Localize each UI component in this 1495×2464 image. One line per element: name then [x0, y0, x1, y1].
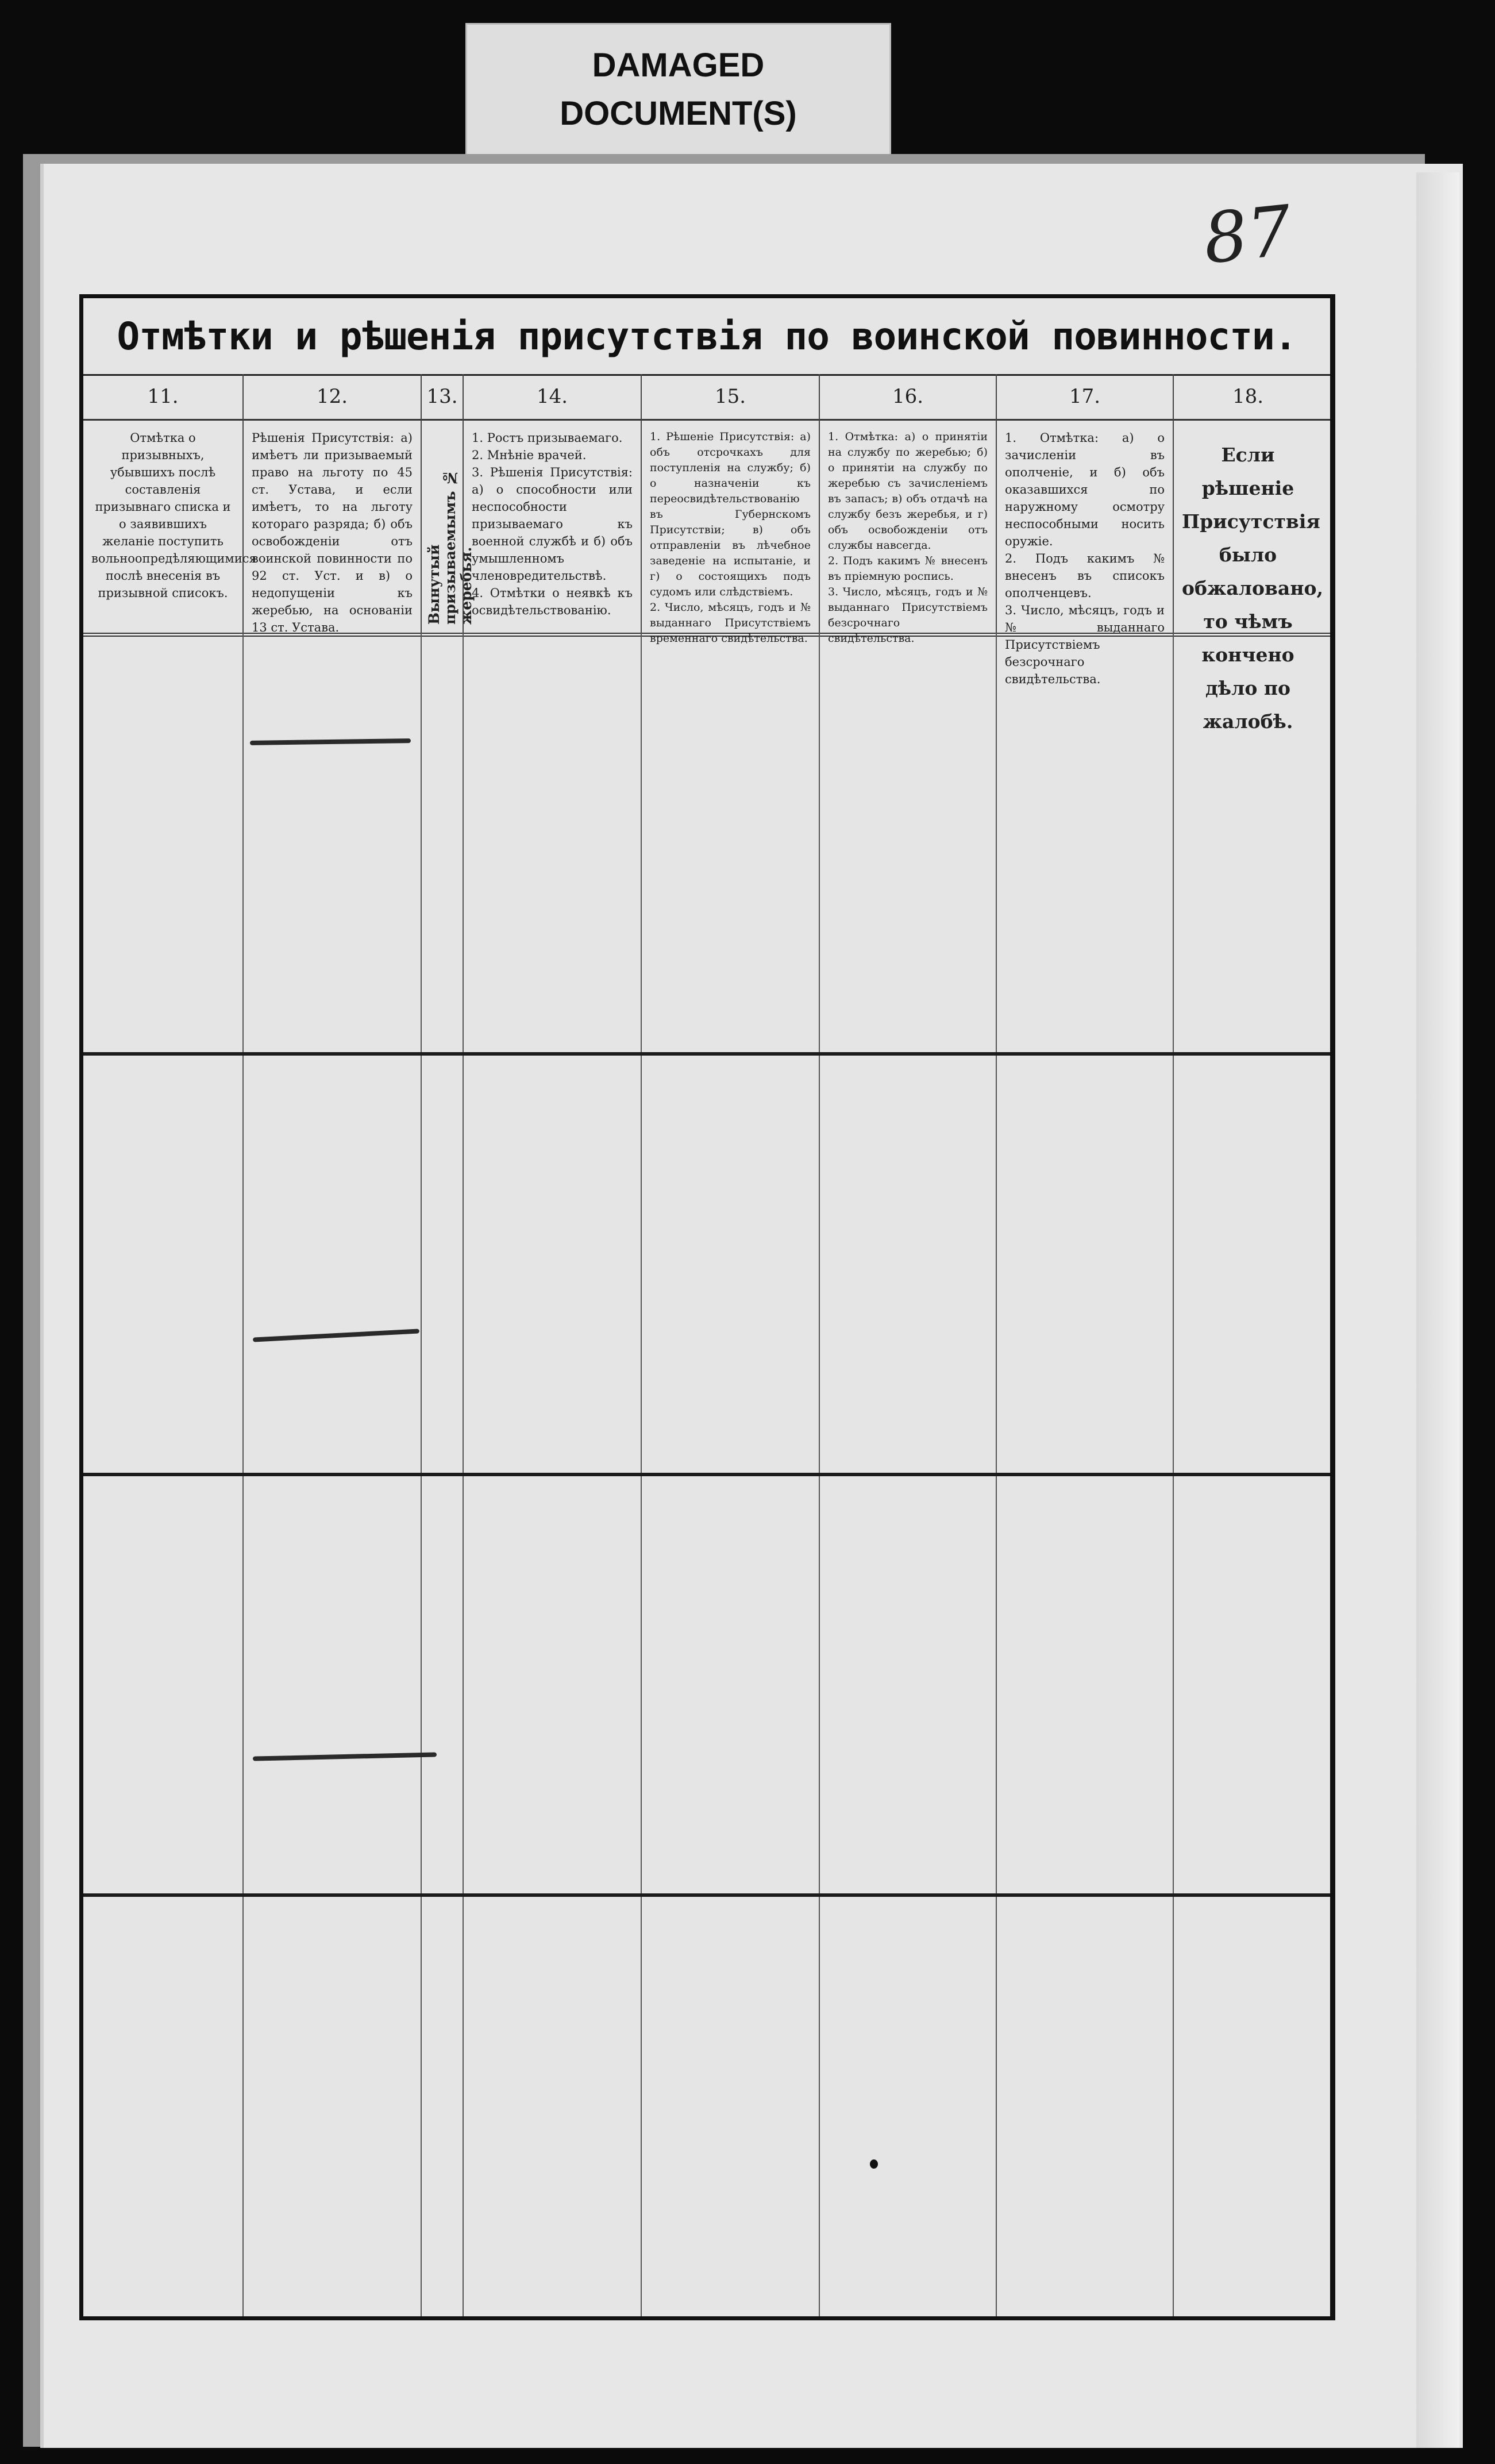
pen-dash-mark — [253, 1329, 419, 1342]
col-number: 13. — [426, 385, 458, 408]
col-num-13 — [421, 374, 463, 419]
header-text: 1. Отмѣтка: а) о принятіи на службу по жеребью; б) о принятіи на службу по жеребью съ зачисленіемъ въ запасъ; в) объ отдачѣ на службу безъ жеребья, и г) объ освобожденіи отъ службы навсегда. 2. Подъ какимъ № внесенъ въ пріемную роспись. 3. Число, мѣсяцъ, годъ и № выданнаго Присутствіемъ безсрочнаго свидѣтельства. — [828, 430, 988, 645]
banner-line-1: DAMAGED — [592, 46, 765, 84]
column-header-row — [83, 419, 1330, 733]
row-separator — [83, 1473, 1330, 1476]
pen-dash-mark — [250, 738, 411, 745]
col-number: 16. — [892, 385, 924, 408]
header-text: Вынутый призываемымъ № жеребья. — [426, 469, 475, 625]
col-number: 15. — [714, 385, 746, 408]
header-text: Если рѣшеніе Присутствія было обжаловано, то чѣмъ кончено дѣло по жалобѣ. — [1182, 444, 1323, 733]
col-number: 18. — [1232, 385, 1264, 408]
header-text: Рѣшенія Присутствія: а) имѣетъ ли призываемый право на льготу по 45 ст. Устава, и если имѣетъ, то на льготу котораго разряда; б) объ освобожденіи отъ воинской повинности по 92 ст. Уст. и в) о недопущеніи къ жеребью, на основаніи 13 ст. Устава. — [252, 431, 413, 634]
table-title: Отмѣтки и рѣшенія присутствія по воинской повинности. — [83, 298, 1330, 376]
row-separator — [83, 1052, 1330, 1056]
col-num-15 — [641, 374, 819, 419]
ink-dot — [870, 2159, 878, 2169]
col-number: 17. — [1069, 385, 1101, 408]
col-num-12 — [242, 374, 421, 419]
col-num-14 — [463, 374, 641, 419]
col-num-11 — [83, 374, 242, 419]
damaged-document-banner — [465, 23, 891, 156]
header-col-14 — [463, 419, 641, 633]
col-num-16 — [819, 374, 996, 419]
pen-dash-mark — [253, 1752, 437, 1761]
header-col-16 — [819, 419, 996, 645]
header-col-15 — [641, 419, 819, 645]
header-col-13 — [421, 419, 475, 633]
header-text: 1. Ростъ призываемаго. 2. Мнѣніе врачей. 3. Рѣшенія Присутствія: а) о способности или неспособности призываемаго къ военной службѣ и б) объ умышленномъ членовредительствѣ. 4. Отмѣтки о неявкѣ къ освидѣтельствованію. — [472, 431, 633, 617]
header-text: 1. Рѣшеніе Присутствія: а) объ отсрочкахъ для поступленія на службу; б) о назначеніи къ переосвидѣтельствованію въ Губернскомъ Присутствіи; в) объ отправленіи въ лѣчебное заведеніе на испытаніе, и г) о состоящихъ подъ судомъ или слѣдствіемъ. 2. Число, мѣсяцъ, годъ и № выданнаго Присутствіемъ временнаго свидѣтельства. — [650, 430, 811, 645]
handwritten-page-number: 87 — [1200, 191, 1296, 280]
ledger-table — [79, 294, 1335, 2320]
col-number: 14. — [536, 385, 568, 408]
header-col-18 — [1173, 419, 1323, 733]
header-text: 1. Отмѣтка: а) о зачисленіи въ ополченіе, и б) объ оказавшихся по наружному осмотру неспособными носить оружіе. 2. Подъ какимъ № внесенъ въ списокъ ополченцевъ. 3. Число, мѣсяцъ, годъ и № выданнаго Присутствіемъ безсрочнаго свидѣтельства. — [1005, 431, 1165, 686]
row-separator — [83, 1893, 1330, 1897]
col-num-18 — [1173, 374, 1322, 419]
table-body — [83, 633, 1330, 2316]
header-col-11 — [83, 419, 257, 633]
col-number: 12. — [316, 385, 348, 408]
header-text: Отмѣтка о призывныхъ, убывшихъ послѣ составленія призывнаго списка и о заявившихъ желаніе поступить вольноопредѣляющимися послѣ внесенія въ призывной списокъ. — [91, 431, 257, 600]
banner-line-2: DOCUMENT(S) — [560, 94, 797, 132]
col-number: 11. — [147, 385, 179, 408]
header-col-17 — [996, 419, 1173, 686]
column-number-row — [83, 374, 1330, 421]
col-num-17 — [996, 374, 1173, 419]
header-col-12 — [242, 419, 421, 633]
page-edge — [1416, 172, 1459, 2448]
